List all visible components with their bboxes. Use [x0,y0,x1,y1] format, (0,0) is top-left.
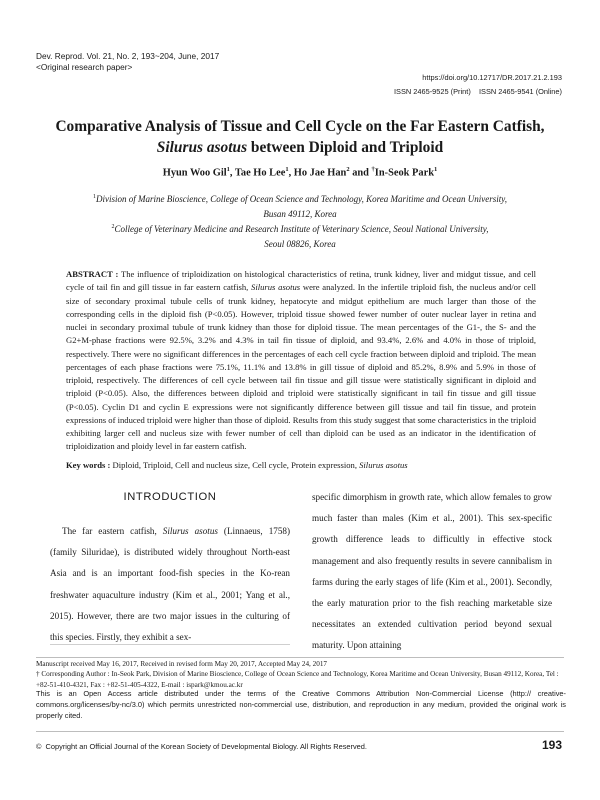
paper-title [40,116,560,158]
author-1: Hyun Woo Gil [162,167,227,179]
footnotes [36,659,566,690]
copyright-notice [36,742,367,751]
keywords [66,459,536,472]
author-3: Ho Jae Han [293,167,347,179]
affiliation-1-line-2: Busan 49112, Korea [263,209,337,219]
intro-left-text-1: The far eastern catfish, [62,526,163,536]
doi-link[interactable]: https://doi.org/10.12717/DR.2017.21.2.193 [422,73,562,82]
title-line-2-rest: between Diploid and Triploid [247,139,444,156]
affiliation-1-line-1: Division of Marine Bioscience, College of Ocean Science and Technology, Korea Maritime and Ocean University, [96,194,507,204]
title-line-1: Comparative Analysis of Tissue and Cell Cycle on the Far Eastern Catfish, [55,118,545,135]
issn-line: ISSN 2465-9525 (Print) ISSN 2465-9541 (Online) [393,86,562,96]
footnote-divider [36,657,564,658]
column-divider [50,644,290,645]
keywords-label: Key words : [66,460,111,470]
affiliation-1 [40,190,560,222]
affiliation-1-mark: 1 [93,194,96,200]
intro-left-text-2: (Linnaeus, 1758) (family Siluridae), is distributed widely throughout North-east Asia and is an important food-fish species in the Ko-rean freshwater aquaculture industry (Kim et al., 2001; Yang et al., 2015). However, there are two major issues in the culturing of this species. Firstly, they exhibit a sex- [50,526,290,643]
introduction-right-column: specific dimorphism in growth rate, which allow females to grow much faster than males (Kim et al., 2001). This sex-specific growth difference leads to difficultly in effective stock management and also frequently results in severe cannibalism in farms during the early stages of life (Kim et al., 2001). Secondly, the early maturation prior to the fish reaching marketable size necessitates an extended cultivation period beyond sexual maturity. Upon attaining [312,492,552,651]
title-species: Silurus asotus [156,139,248,156]
author-3-affil: 2 [346,166,350,173]
page-number: 193 [541,738,562,752]
author-4-affil: 1 [433,166,438,173]
abstract-text-2: were analyzed. In the infertile triploid fish, the nucleus and/or cell size of secondary proximal tubule cells of trunk kidney, hepatocyte and midgut epithelium are much larger than those of the corresponding cells in the diploid fish (P<0.05). However, triploid tissue showed fewer number of outer nuclear layer in retina and nuclei in secondary proximal tubule of trunk kidney than those for diploid tissue. The mean percentages of the G1-, the S- and the G2+M-phase fractions were 92.5%, 3.2% and 4.3% in tail fin tissue of diploid, and 93.4%, 2.6% and 4.0% in those of triploid, respectively. There were no significant differences in the percentages of each cell cycle fraction between diploid and triploid. The mean percentages of each phase fractions were 75.1%, 11.1% and 13.8% in gill tissue of diploid and 85.2%, 8.9% and 5.9% in those of triploid, respectively. The differences of cell cycle between tail fin tissue and gill tissue were statistically significant in diploid and triploid (P<0.05). Also, the differences between diploid and triploid were statistically significant in tail fin tissue and gill tissue (P<0.05). Cyclin D1 and cyclin E expressions were not significantly difference between gill tissue and tail fin tissue, and protein expressions of induced triploid were higher than those of diploid. Results from this study suggest that some characteristics in the triploid exhibiting larger cell and nucleus size with fewer number of cell than diploid can be used as an indicator in the identification of triploidization and ploidy level in far eastern catfish. [66,282,536,452]
affiliation-2-line-2: Seoul 08826, Korea [264,239,336,249]
abstract-text-1: The influence of triploidization on histological characteristics of retina, trunk kidney, liver and midgut tissue, and cell cycle of tail fin and gill tissue in far eastern catfish, [66,269,537,293]
paper-type: <Original research paper> [36,61,133,72]
title-line-2 [40,137,560,158]
author-1-affil: 1 [226,166,230,173]
author-list: Hyun Woo Gil$^1$, Tae Ho Lee$^1$, Ho Jae Han$^2$ and †In-Seok Park$^1$ [162,166,438,179]
author-4: In-Seok Park [374,167,434,179]
keywords-species: Silurus asotus [359,460,408,470]
copyright-text: Copyright an Official Journal of the Korean Society of Developmental Biology. All Rights Reserved. [41,742,367,751]
abstract-label: ABSTRACT : [66,269,119,279]
affiliation-2-mark: 2 [111,224,115,230]
journal-info [36,51,219,72]
introduction-left-column [50,521,290,648]
abstract [66,268,536,454]
intro-left-species: Silurus asotus [162,526,218,536]
affiliation-2-line-1: College of Veterinary Medicine and Research Institute of Veterinary Science, Seoul National University, [114,224,489,234]
author-conjunction: and [349,167,372,179]
journal-citation: Dev. Reprod. Vol. 21, No. 2, 193~204, June, 2017 [36,51,220,61]
copyright-icon: © [36,742,42,751]
bottom-divider [36,731,564,732]
license-notice: This is an Open Access article distributed under the terms of the Creative Commons Attribution Non-Commercial License (http:// creative-commons.org/licenses/by-nc/3.0) which permits unrestricted non-commercial use, distribution, and reproduction in any medium, provided the original work is properly cited. [36,689,566,720]
abstract-species: Silurus asotus [251,282,301,293]
keywords-text: Diploid, Triploid, Cell and nucleus size, Cell cycle, Protein expression, [110,460,360,470]
corresponding-author: † Corresponding Author : In-Seok Park, Division of Marine Bioscience, College of Ocean Science and Technology, Korea Maritime and Ocean University, Busan 49112, Korea, Tel : +82-51-410-4321, Fax : +82-51-405-4322, E-mail : ispark@kmou.ac.kr [36,670,559,689]
author-2-affil: 1 [285,166,289,173]
doi-block [394,71,562,98]
introduction-heading: INTRODUCTION [123,491,217,503]
affiliation-2 [40,220,560,252]
manuscript-dates: Manuscript received May 16, 2017, Received in revised form May 20, 2017, Accepted May 24, 2017 [36,660,328,668]
corresponding-mark: † [371,166,375,173]
author-2: Tae Ho Lee [234,167,286,179]
